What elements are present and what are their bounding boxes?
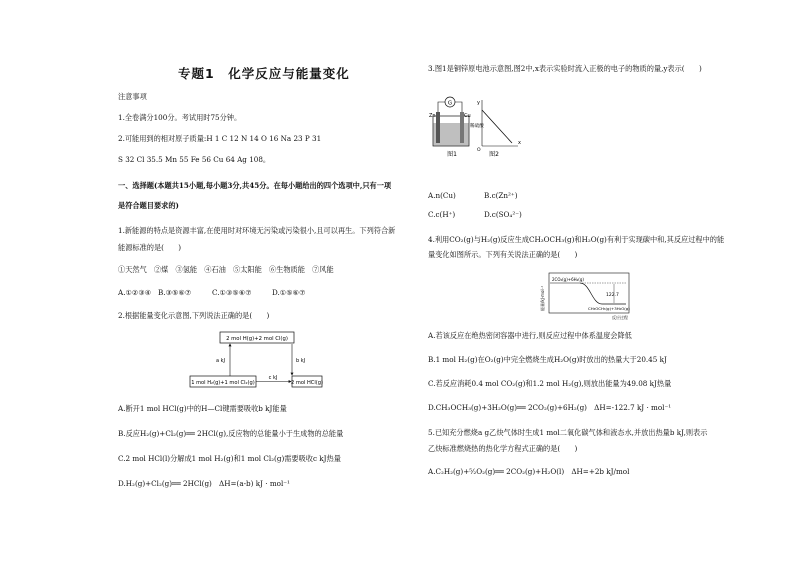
q2-option-a: A.断开1 mol HCl(g)中的H—Cl键需要吸收b kJ能量 xyxy=(118,404,287,413)
q1-option-c: C.①③⑤⑥⑦ xyxy=(212,288,252,297)
q2-top-label: 2 mol H(g)+2 mol Cl(g) xyxy=(226,336,288,342)
q4-option-a: A.若该反应在绝热密闭容器中进行,则反应过程中体系温度会降低 xyxy=(428,331,632,340)
q2-right-label: 2 mol HCl(g) xyxy=(291,380,323,386)
note-2: 2.可能用到的相对原子质量:H 1 C 12 N 14 O 16 Na 23 P 31 xyxy=(118,134,322,143)
q3-zn-label: Zn xyxy=(429,113,436,119)
q3-fig1-caption: 图1 xyxy=(447,151,457,158)
q4-energy-chart xyxy=(540,271,632,321)
q1-option-a: A.①②③④ xyxy=(118,288,152,297)
q4-y-label: 能量/kJ·mol⁻¹ xyxy=(540,285,545,311)
q3-y-label: y xyxy=(477,100,480,106)
q3-cu-label: Cu xyxy=(464,113,471,119)
q4-stem: 4.利用CO₂(g)与H₂(g)反应生成CH₃OCH₃(g)和H₂O(g)有利于实现碳中和,其反应过程中的能 xyxy=(428,235,725,244)
q3-option-b: B.c(Zn²⁺) xyxy=(484,191,518,200)
notes-heading: 注意事项 xyxy=(118,92,147,101)
q3-x-label: x xyxy=(518,140,521,146)
note-3: S 32 Cl 35.5 Mn 55 Fe 56 Cu 64 Ag 108。 xyxy=(118,155,271,164)
q3-figure-2 xyxy=(474,96,524,162)
q4-bottom-label: CH₃OCH₃(g)+3H₂O(g) xyxy=(588,306,630,311)
section-1-heading: 一、选择题(本题共15小题,每小题3分,共45分。在每小题给出的四个选项中,只有一项 xyxy=(118,181,392,190)
q1-option-d: D.①⑤⑥⑦ xyxy=(272,288,306,297)
q5-stem-cont: 乙炔标准燃烧热的热化学方程式正确的是( ) xyxy=(428,444,578,453)
q4-x-label: 反应过程 xyxy=(612,315,628,320)
q3-solution-label: 稀硫酸 xyxy=(470,124,484,129)
q1-stem-cont: 能源标准的是( ) xyxy=(118,243,182,252)
q2-option-b: B.反应H₂(g)+Cl₂(g)══ 2HCl(g),反应物的总能量小于生成物的总能量 xyxy=(118,429,344,438)
q4-value-label: 122.7 xyxy=(606,293,619,298)
q2-stem: 2.根据能量变化示意图,下列说法正确的是( ) xyxy=(118,311,270,320)
q3-origin-label: O xyxy=(477,148,481,153)
q3-option-a: A.n(Cu) xyxy=(428,191,456,200)
q5-option-a: A.C₂H₂(g)+⁵⁄₂O₂(g)══ 2CO₂(g)+H₂O(l) ΔH=+2b kJ/mol xyxy=(428,467,630,476)
q3-trend-line xyxy=(482,110,512,143)
q3-stem: 3.图1是铜锌原电池示意图,图2中,x表示实验时流入正极的电子的物质的量,y表示( ) xyxy=(428,64,702,73)
q1-option-b: B.③⑤⑥⑦ xyxy=(158,288,192,297)
q4-option-b: B.1 mol H₂(g)在O₂(g)中完全燃烧生成H₂O(g)时放出的热量大于20.45 kJ xyxy=(428,355,667,364)
q2-arrow-a-label: a kJ xyxy=(215,358,225,364)
q3-fig2-caption: 图2 xyxy=(489,151,499,158)
q3-option-c: C.c(H⁺) xyxy=(428,210,456,219)
q4-top-label: 2CO₂(g)+6H₂(g) xyxy=(552,277,584,282)
q2-option-c: C.2 mol HCl(l)分解成1 mol H₂(g)和1 mol Cl₂(g)需要吸收c kJ热量 xyxy=(118,454,341,463)
q1-items: ①天然气 ②煤 ③氢能 ④石油 ⑤太阳能 ⑥生物质能 ⑦风能 xyxy=(118,265,334,274)
q4-stem-cont: 量变化如图所示。下列有关说法正确的是( ) xyxy=(428,250,578,259)
q4-option-d: D.CH₃OCH₃(g)+3H₂O(g)══ 2CO₂(g)+6H₂(g) ΔH=-122.7 kJ · mol⁻¹ xyxy=(428,403,672,412)
q2-option-d: D.H₂(g)+Cl₂(g)══ 2HCl(g) ΔH=(a-b) kJ · mol⁻¹ xyxy=(118,479,290,488)
q2-arrow-b-label: b kJ xyxy=(296,358,306,364)
q1-stem: 1.新能源的特点是资源丰富,在使用时对环境无污染或污染很小,且可以再生。下列符合新 xyxy=(118,226,396,235)
q2-arrow-c-label: c kJ xyxy=(268,375,278,381)
note-1: 1.全卷满分100分。考试用时75分钟。 xyxy=(118,113,242,122)
q2-left-label: 1 mol H₂(g)+1 mol Cl₂(g) xyxy=(191,380,255,386)
q3-meter-label: G xyxy=(447,100,453,107)
page-title: 专题1 化学反应与能量变化 xyxy=(178,66,350,81)
q4-option-c: C.若反应消耗0.4 mol CO₂(g)和1.2 mol H₂(g),则放出能量为49.08 kJ热量 xyxy=(428,379,672,388)
section-1-heading-cont: 是符合题目要求的) xyxy=(118,201,179,210)
q2-energy-diagram xyxy=(186,330,326,392)
q3-zn-electrode xyxy=(436,112,440,143)
q3-option-d: D.c(SO₄²⁻) xyxy=(484,210,522,219)
q5-stem: 5.已知充分燃烧a g乙炔气体时生成1 mol二氧化碳气体和液态水,并放出热量b kJ,则表示 xyxy=(428,428,708,437)
